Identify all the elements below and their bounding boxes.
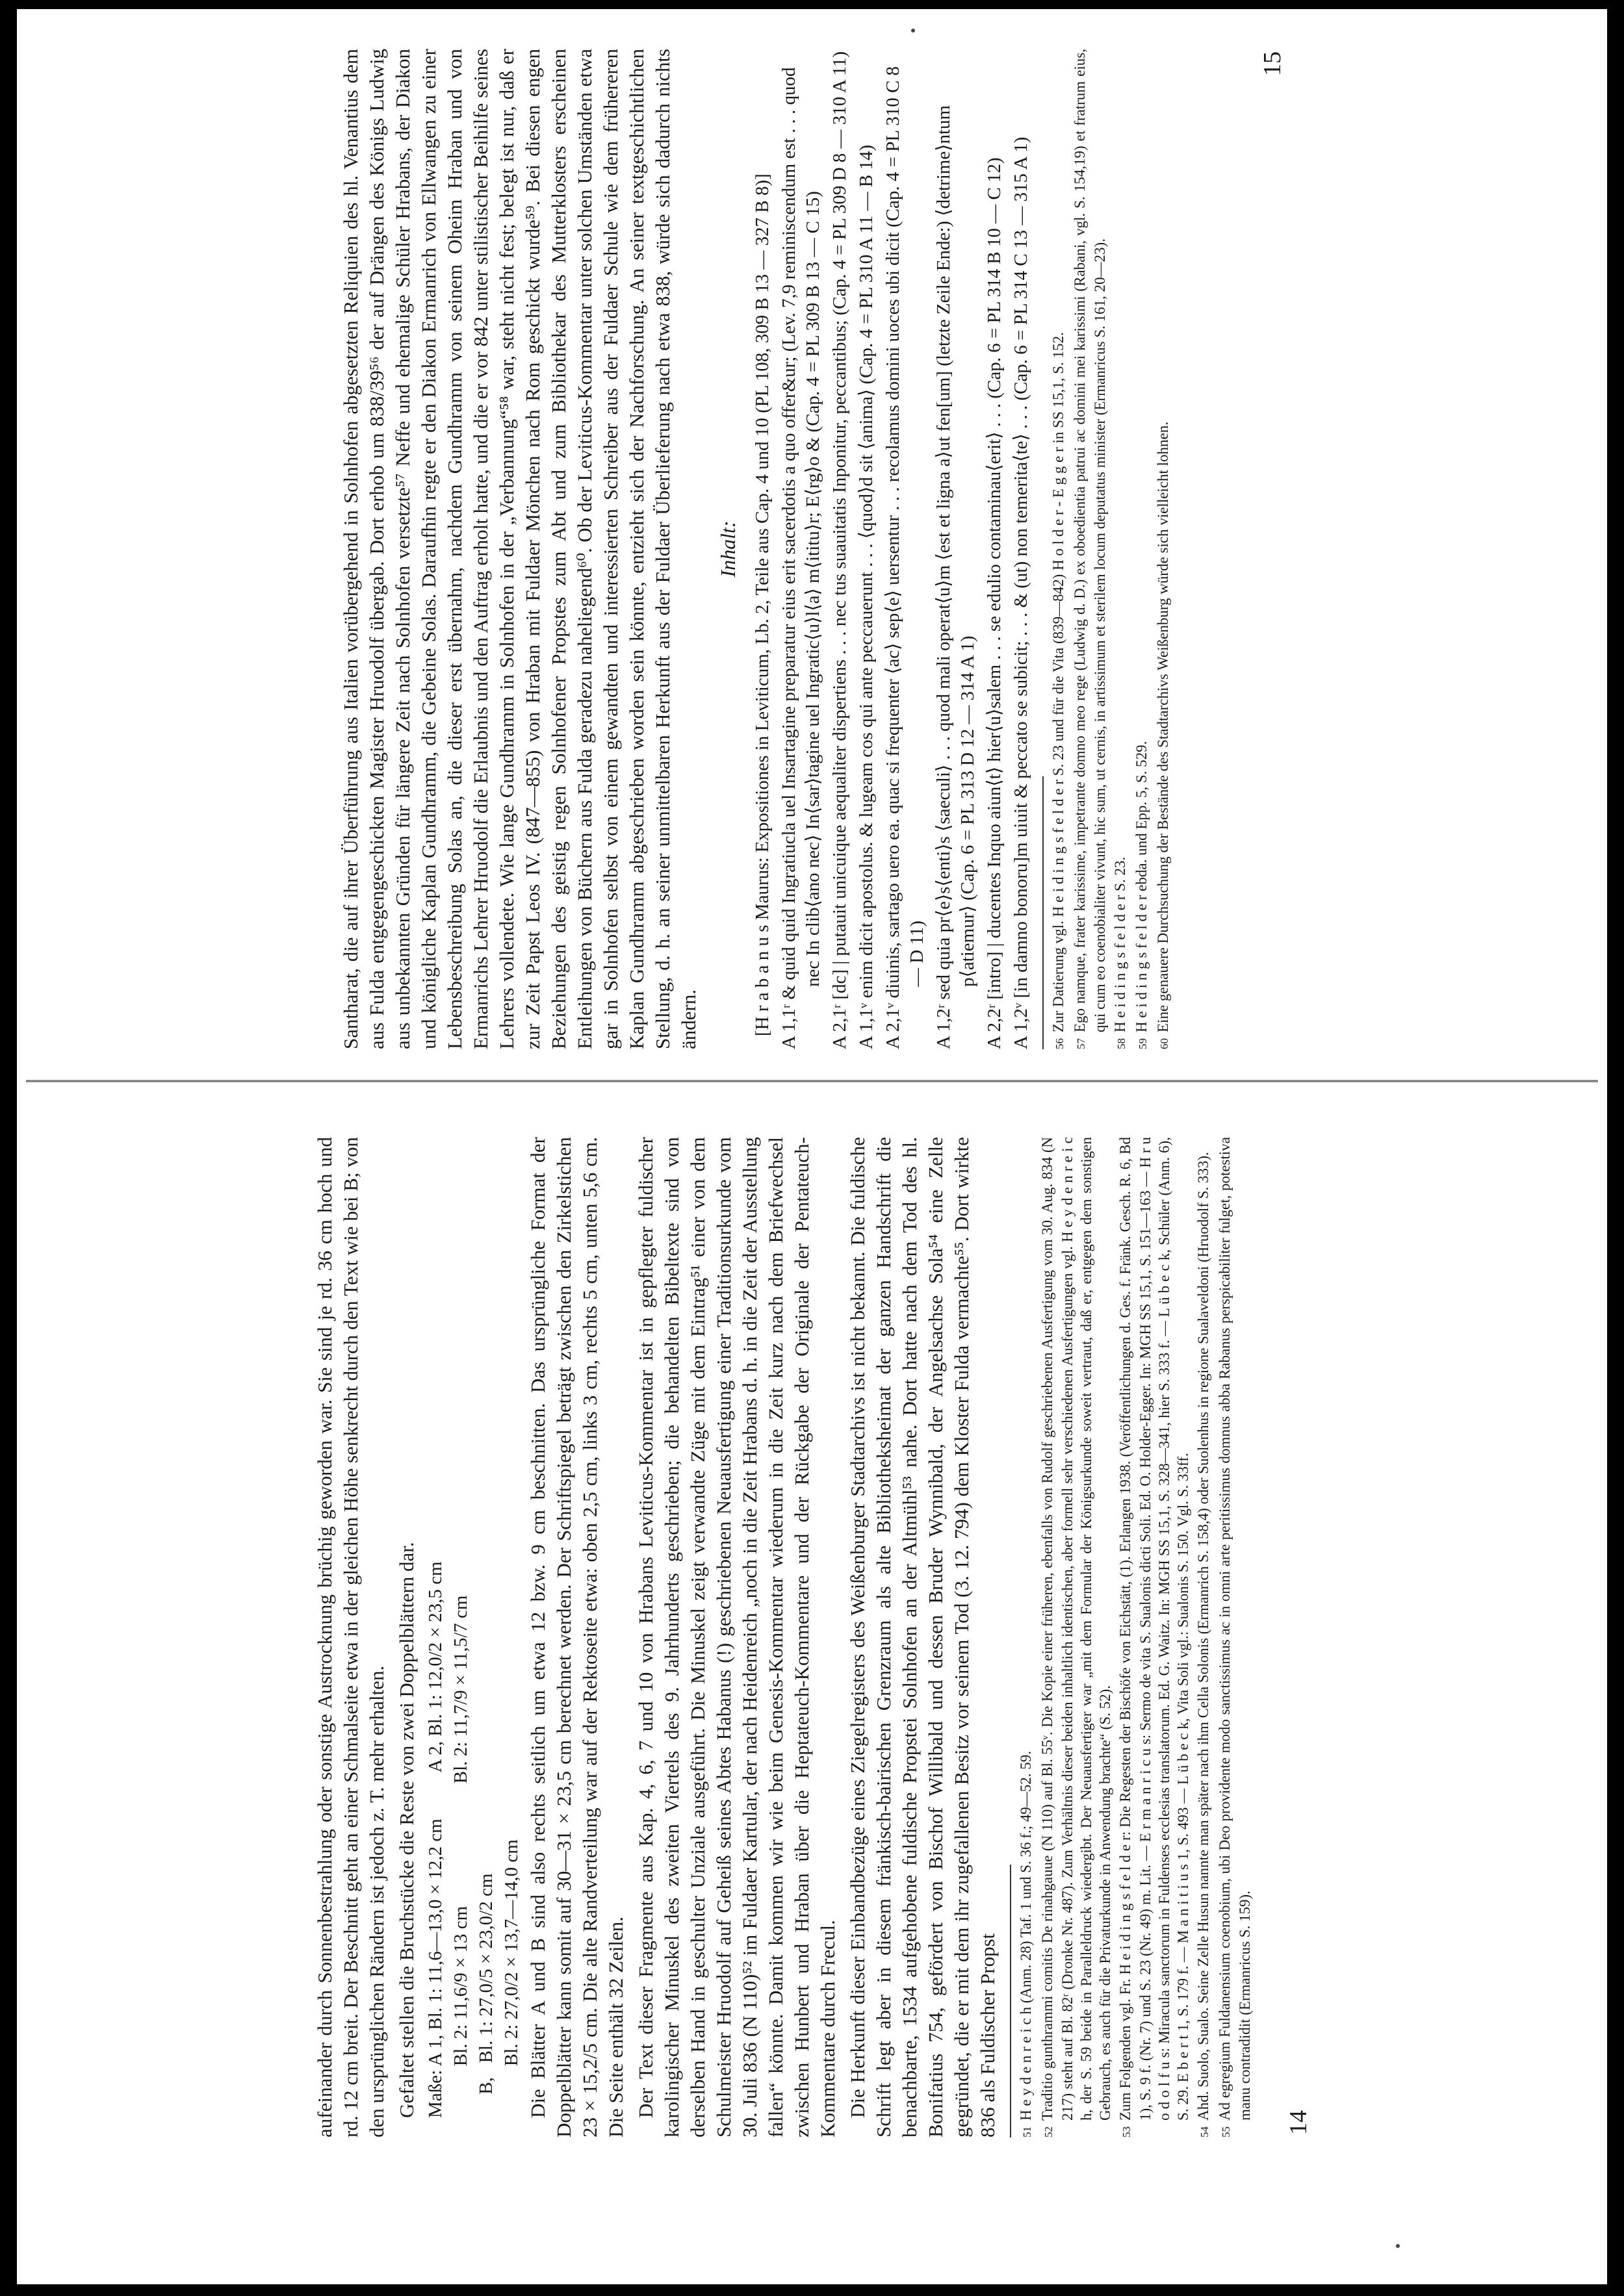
- footnote-text: H e i d i n g s f e l d e r S. 23.: [1112, 856, 1128, 1032]
- content-entry: A 1,1ᵛ enim dicit apostolus. & lugeam cos qui ante peccauerunt . . . ⟨quod⟩d sit ⟨anima⟩ (Cap. 4 = PL 310 A 11 — B 14): [856, 144, 877, 1049]
- footnote-text: Ego namque, frater karissime, impetrante domno meo rege (Ludwig d. D.) ex oboedientia patrui ac domini mei karissimi (Rabani, vgl. S. 154,19) et fratrum eius, qui cum eo coenobialiter vivunt, hic sum, ut cernis, in artissimum et sterilem locum deputatus minister (Ermanricus S. 161, 20—23).: [1072, 49, 1108, 1032]
- footnote-rule: [1010, 1865, 1011, 2137]
- book-gutter: [26, 1080, 1598, 1082]
- content-entry: A 1,1ʳ & quid quid Ingratiucla uel Insartagine preparatur eius erit sacerdotis a quo offer&ur; (Lev. 7,9 reminiscendum est . . . quod nec In clib⟨ano nec⟩ In⟨sar⟩tagine uel Ingratic⟨u⟩l⟨a⟩ m⟨ititu⟩r; E⟨rg⟩o & (Cap. 4 = PL 309 B 13 — C 15): [779, 67, 823, 1049]
- footnote: [1070, 49, 1109, 1049]
- measurement-line: Maße: A 1, Bl. 1: 11,6—13,0 × 12,2 cm A 2, Bl. 1: 12,0/2 × 23,5 cm: [425, 1561, 446, 2118]
- body-paragraph: Santharat, die auf ihrer Überführung aus Italien vorübergehend in Solnhofen abgesetzten Reliquien des hl. Venantius dem aus Fulda entgegengeschickten Magister Hruodolf übergab. Dort erhob um 838/39⁵⁶ der auf Drängen des Königs Ludwig aus unbekannten Gründen für längere Zeit nach Solnhofen versetzte⁵⁷ Neffe und ehemalige Schüler Hrabans, der Diakon und königliche Kaplan Gundhramm, die Gebeine Solas. Daraufhin regte er den Diakon Ermanrich von Ellwangen zu einer Lebensbeschreibung Solas an, die dieser erst übernahm, nachdem Gundhramm von seinem Oheim Hraban und von Ermanrichs Lehrer Hruodolf die Erlaubnis und den Auftrag erholt hatte, und die er vor 842 unter stilistischer Beihilfe seines Lehrers vollendete. Wie lange Gundhramm in Solnhofen in der „Verbannung“⁵⁸ war, steht nicht fest; belegt ist nur, daß er zur Zeit Papst Leos IV. (847—855) von Hraban mit Fuldaer Mönchen nach Rom geschickt wurde⁵⁹. Bei diesen engen Beziehungen des geistig regen Solnhofener Propstes zum Abt und zum Bibliothekar des Mutterklosters erscheinen Entleihungen von Büchern aus Fulda geradezu naheliegend⁶⁰. Ob der Leviticus-Kommentar unter solchen Umständen etwa gar in Solnhofen selbst von einem gewandten und interessierten Schreiber aus der Fuldaer Schule wie dem frühereren Kaplan Gundhramm abgeschrieben worden sein könnte, entzieht sich der Nachforschung. An seiner textgeschichtlichen Stellung, d. h. an seiner unmittelbaren Herkunft aus der Fuldaer Überlieferung nach etwa 838, würde sich dadurch nichts ändern.: [339, 49, 700, 1049]
- footnote: [1016, 1137, 1037, 2137]
- content-entry: A 2,1ᵛ diuinis, sartago uero ea. quac si frequenter ⟨ac⟩ sep⟨e⟩ uersentur . . . recolamus domini uoces ubi dicit (Cap. 4 = PL 310 C 8 — D 11): [883, 66, 927, 1049]
- footnote-number: 59: [1137, 1038, 1149, 1049]
- footnote: [1132, 49, 1152, 1049]
- footnote-number: 58: [1115, 1038, 1128, 1049]
- content-entry: A 2,2ʳ [intro] | ducentes Inquo aiun⟨t⟩ hier⟨u⟩salem . . . se edulio contaminau⟨erit⟩ . . . (Cap. 6 = PL 314 B 10 — C 12): [984, 157, 1005, 1049]
- footnote: [1116, 1137, 1192, 2137]
- page-15-footnotes: [1049, 49, 1174, 1049]
- footnote-text: Zum Folgenden vgl. Fr. H e i d i n g s f e l d e r: Die Regesten der Bischöfe von Eichstätt, (1). Erlangen 1938. (Veröffentlichungen d. Ges. f. Fränk. Gesch. R. 6, Bd 1), S. 9 f. (Nr. 7) und S. 23 (Nr. 49) m. Lit. — E r m a n r i c u s: Sermo de vita S. Sualonis dicti Soli. Ed. O. Holder-Egger. In: MGH SS 15,1, S. 151—163 — H r u o d o l f u s: Miracula sanctorum in Fuldenses ecclesias translatorum. Ed. G. Waitz. In: MGH SS 15,1, S. 328—341, hier S. 333 f. — L ü b e c k, Schüler (Anm. 6), S. 29. E b e r t 1, S. 179 f. — M a n i t i u s 1, S. 493 — L ü b e c k, Vita Soli vgl.: Sualonis S. 150. Vgl. S. 33ff.: [1117, 1137, 1191, 2121]
- page-14: [312, 1137, 1313, 2137]
- footnote-number: 57: [1075, 1038, 1087, 1049]
- body-paragraph: Der Text dieser Fragmente aus Kap. 4, 6, 7 und 10 von Hrabans Leviticus-Kommentar ist in gepflegter fuldischer karolingischer Minuskel des zweiten Viertels des 9. Jahrhunderts geschrieben; die behandelten Bibeltexte sind von derselben Hand in geschulter Unziale ausgeführt. Die Minuskel zeigt verwandte Züge mit dem Eintrag⁵¹ einer von dem Schulmeister Hruodolf auf Geheiß seines Abtes Habanus (!) geschriebenen Neuausfertigung einer Traditionsurkunde vom 30. Juli 836 (N 110)⁵² im Fuldaer Kartular, der nach Heidenreich „noch in die Zeit Hrabans d. h. in die Zeit der Ausstellung fallen“ könnte. Damit kommen wir wie beim Genesis-Kommentar wiederum in die Zeit kurz nach dem Briefwechsel zwischen Hunbert und Hraban über die Heptateuch-Kommentare und der Rückgabe der Originale der Pentateuch-Kommentare durch Frecul.: [634, 1137, 839, 2137]
- footnote-number: 51: [1021, 2126, 1033, 2137]
- measurement-line: Bl. 2: 27,0/2 × 13,7—14,0 cm: [501, 1839, 522, 2118]
- page-15-body: [338, 49, 1033, 1049]
- dust-speck: [911, 29, 915, 32]
- measurement-line: Bl. 2: 11,6/9 × 13 cm Bl. 2: 11,7/9 × 11,5/7 cm: [450, 1595, 471, 2118]
- footnote-text: H e y d e n r e i c h (Anm. 28) Taf. 1 und S. 36 f.; 49—52. 59.: [1018, 1750, 1034, 2121]
- footnote-text: Traditio gunthrammi comitis De rinahgauue (N 110) auf Bl. 55ᵛ. Die Kopie einer früheren, ebenfalls von Rudolf geschriebenen Ausfertigung vom 30. Aug. 834 (N 217) steht auf Bl. 82ʳ (Dronke Nr. 487). Zum Verhältnis dieser beiden inhaltlich identischen, aber formell sehr verschiedenen Ausfertigungen vgl. H e y d e n r e i c h, der S. 59 beide in Paralleldruck wiedergibt. Der Neuausfertiger war „mit dem Formular der Königsurkunde soweit vertraut, daß er, entgegen dem sonstigen Gebrauch, es auch für die Privaturkunde in Anwendung brachte“ (S. 52).: [1039, 1137, 1113, 2121]
- footnote: [1215, 1137, 1254, 2137]
- page-14-body: [312, 1137, 1001, 2137]
- content-entry: [H r a b a n u s Maurus: Expositiones in Leviticum, Lb. 2, Teile aus Cap. 4 und 10 (PL 108, 309 B 13 — 327 B 8)]: [752, 173, 773, 1036]
- footnote-number: 54: [1198, 2126, 1211, 2137]
- page-number: 15: [1259, 51, 1286, 76]
- body-paragraph: aufeinander durch Sonnenbestrahlung oder sonstige Austrocknung brüchig geworden war. Sie sind je rd. 36 cm hoch und rd. 12 cm breit. Der Beschnitt geht an einer Schmalseite etwa in der gleichen Höhe senkrecht durch den Text wie bei B; von den ursprünglichen Rändern ist jedoch z. T. mehr erhalten.: [313, 1137, 388, 2137]
- footnote: [1154, 49, 1174, 1049]
- footnote-number: 53: [1120, 2126, 1133, 2137]
- footnote-text: Ad egregium Fuldanensium coenobium, ubi Deo providente modo sanctissimus ac in omni arte peritissimus domnus abba Rabanus perspicabiliter fulget, potestiva manu contradidit (Ermanricus S. 159).: [1217, 1137, 1253, 2121]
- footnote-text: Zur Datierung vgl. H e i d i n g s f e l d e r S. 23 und für die Vita (839—842) H o l d e r - E g g e r in SS 15,1, S. 152.: [1050, 332, 1066, 1032]
- body-paragraph: Die Herkunft dieser Einbandbezüge eines Ziegelregisters des Weißenburger Stadtarchivs ist nicht bekannt. Die fuldische Schrift legt aber in diesem fränkisch-bairischen Grenzraum als alte Bibliotheksheimat der ganzen Handschrift die benachbarte, 1534 aufgehobene fuldische Propstei Solnhofen an der Altmühl⁵³ nahe. Dort hatte nach dem Tod des hl. Bonifatius 754, gefördert von Bischof Willibald und dessen Bruder Wynnibald, der Angelsachse Sola⁵⁴ eine Zelle gegründet, die er mit dem ihr zugefallenen Besitz vor seinem Tod (3. 12. 794) dem Kloster Fulda vermachte⁵⁵. Dort wirkte 836 als Fuldischer Propst: [846, 1137, 999, 2137]
- footnote-text: Eine genauere Durchsuchung der Bestände des Stadtarchivs Weißenburg würde sich vielleicht lohnen.: [1155, 421, 1171, 1032]
- footnote-number: 56: [1053, 1038, 1066, 1049]
- body-paragraph: Gefaltet stellen die Bruchstücke die Reste von zwei Doppelblättern dar.: [395, 1542, 418, 2118]
- footnote-text: Ahd. Suolo, Sualo. Seine Zelle Husun nannte man später nach ihm Cella Solonis (Ermanrich S. 158,4) oder Suolenhus in regione Sualaveldoni (Hruodolf S. 333).: [1195, 1152, 1211, 2121]
- footnote: [1194, 1137, 1214, 2137]
- footnote: [1111, 49, 1131, 1049]
- section-heading: Inhalt:: [716, 520, 740, 578]
- content-entry: A 1,2ᵛ [in damno bonoru]m uiuit & peccato se subicit; . . . & (ut) non temerita⟨te⟩ . . . (Cap. 6 = PL 314 C 13 — 315 A 1): [1011, 136, 1031, 1049]
- footnote-number: 60: [1158, 1038, 1170, 1049]
- content-entry: A 2,1ʳ [dc] | putauit unicuique aequaliter dispertiens . . . nec tus suauitatis Inponitur, peccantibus; (Cap. 4 = PL 309 D 8 — 310 A 11): [829, 51, 850, 1049]
- body-paragraph: Die Blätter A und B sind also rechts seitlich um etwa 12 bzw. 9 cm beschnitten. Das ursprüngliche Format der Doppelblätter kann somit auf 30—31 × 23,5 cm berechnet werden. Der Schriftspiegel beträgt zwischen den Zirkelstichen 23 × 15,2/5 cm. Die alte Randverteilung war auf der Rektoseite etwa: oben 2,5 cm, links 3 cm, rechts 5 cm, unten 5,6 cm. Die Seite enthält 32 Zeilen.: [526, 1137, 627, 2137]
- page-number: 14: [1285, 2110, 1312, 2135]
- footnote: [1038, 1137, 1115, 2137]
- footnote-number: 55: [1220, 2126, 1232, 2137]
- footnote-rule: [1042, 776, 1044, 1049]
- content-entry: A 1,2ʳ sed quia pr⟨e⟩s⟨enti⟩s ⟨saeculi⟩ . . . quod mali operat⟨u⟩m ⟨est et ligna a⟩ut fen[um] (letzte Zeile Ende:) ⟨detrime⟩ntum p⟨atiemur⟩ (Cap. 6 = PL 313 D 12 — 314 A 1): [933, 105, 978, 1049]
- page-15: [338, 49, 1287, 1049]
- footnote-text: H e i d i n g s f e l d e r ebda. und Epp. 5, S. 529.: [1133, 741, 1150, 1032]
- dust-speck: [1396, 2244, 1400, 2248]
- measurement-line: B, Bl. 1: 27,0/5 × 23,0/2 cm: [476, 1873, 496, 2118]
- footnote-number: 52: [1042, 2126, 1055, 2137]
- footnote: [1049, 49, 1069, 1049]
- page-14-footnotes: [1016, 1137, 1254, 2137]
